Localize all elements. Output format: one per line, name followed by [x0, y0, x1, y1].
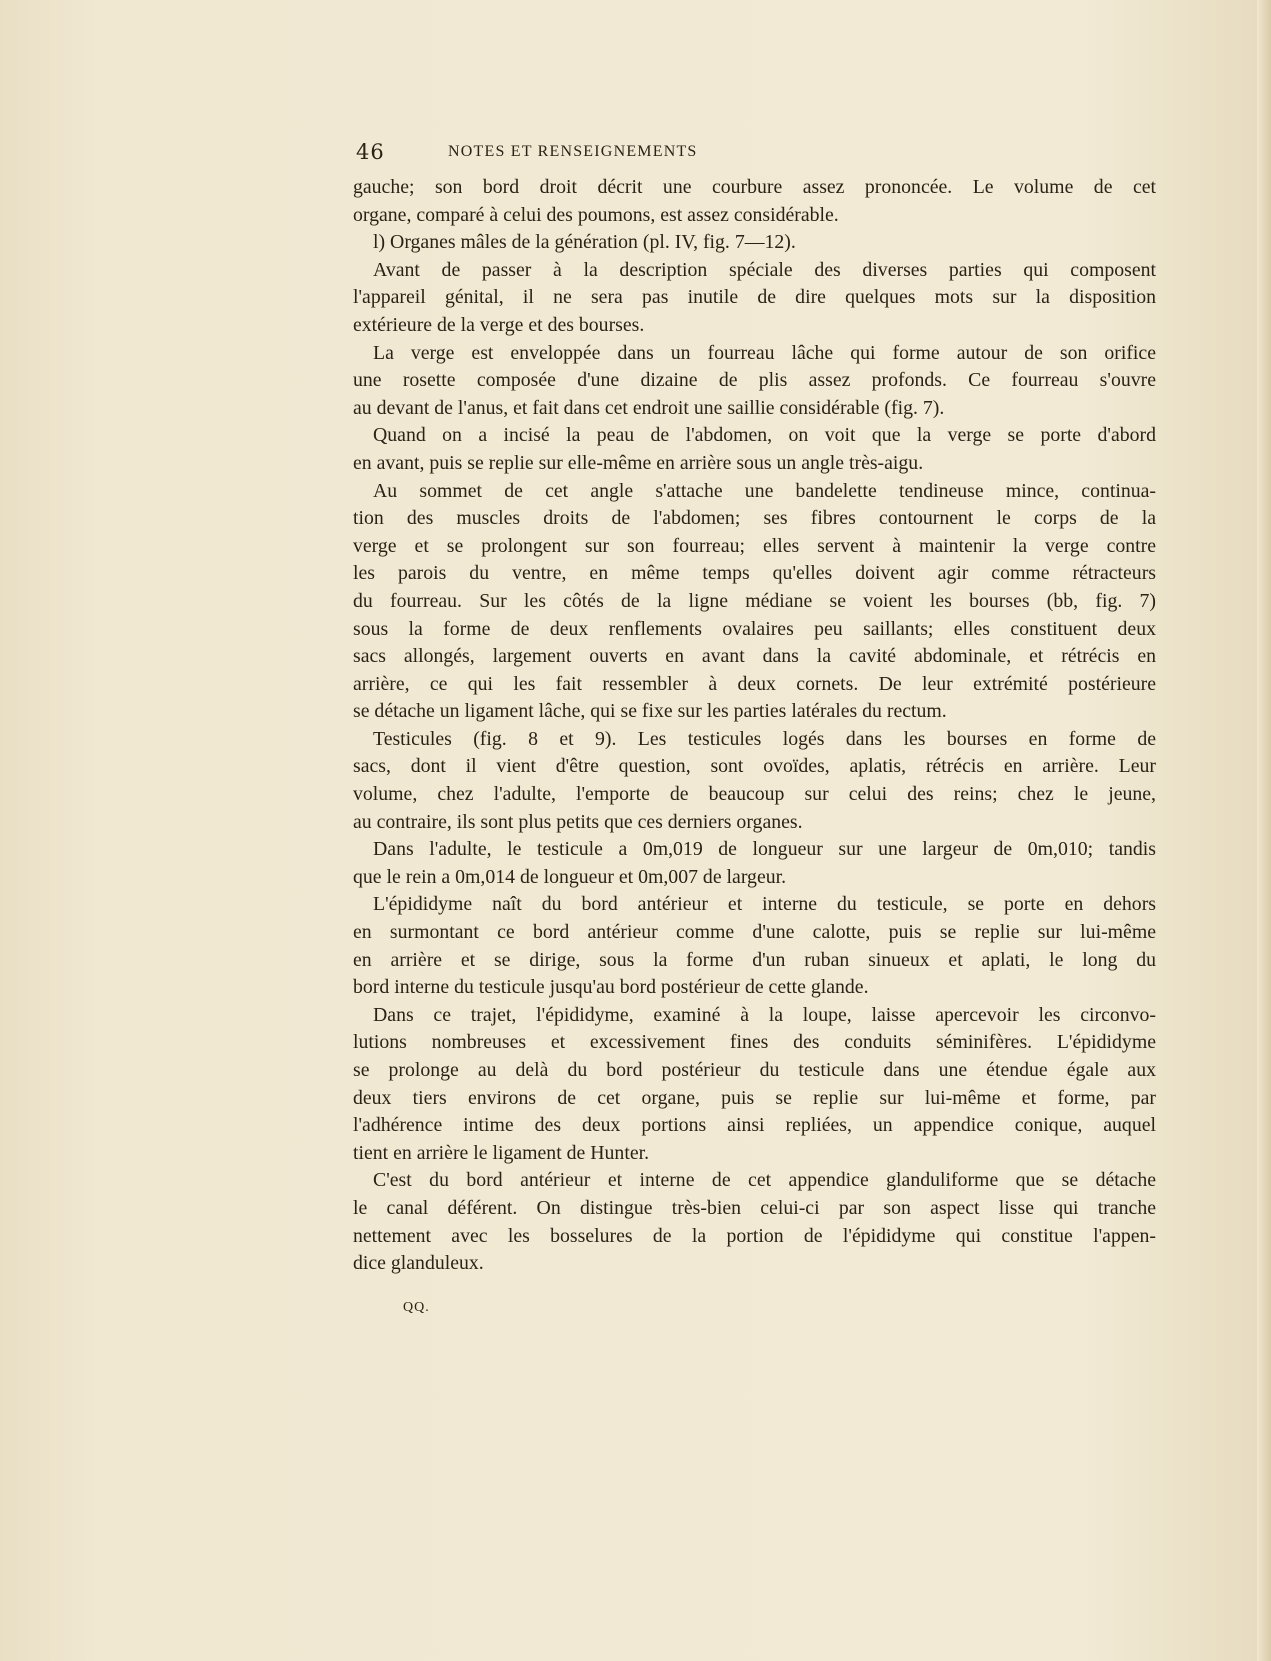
section-heading-line: l) Organes mâles de la génération (pl. IV, fig. 7—12).	[373, 231, 796, 254]
text-line: lutions nombreuses et excessivement fines des conduits séminifères. L'épididyme	[353, 1031, 1156, 1054]
text-line: une rosette composée d'une dizaine de plis assez profonds. Ce fourreau s'ouvre	[353, 369, 1156, 392]
text-line: gauche; son bord droit décrit une courbure assez prononcée. Le volume de cet	[353, 176, 1156, 198]
text-line: bord interne du testicule jusqu'au bord postérieur de cette glande.	[353, 976, 869, 999]
page-header	[356, 140, 931, 170]
signature-mark: QQ.	[403, 1300, 430, 1315]
text-line: Quand on a incisé la peau de l'abdomen, on voit que la verge se porte d'abord	[373, 424, 1156, 447]
text-line: sous la forme de deux renflements ovalaires peu saillants; elles constituent deux	[353, 617, 1156, 640]
text-line: La verge est enveloppée dans un fourreau lâche qui forme autour de son orifice	[373, 341, 1156, 364]
text-line: arrière, ce qui les fait ressembler à deux cornets. De leur extrémité postérieure	[353, 672, 1156, 695]
text-line: en arrière et se dirige, sous la forme d'un ruban sinueux et aplati, le long du	[353, 948, 1156, 971]
text-line: Dans ce trajet, l'épididyme, examiné à la loupe, laisse apercevoir les circonvo-	[373, 1003, 1156, 1026]
text-line: organe, comparé à celui des poumons, est assez considérable.	[353, 203, 839, 226]
text-line: les parois du ventre, en même temps qu'elles doivent agir comme rétracteurs	[353, 562, 1156, 585]
text-line: en avant, puis se replie sur elle-même en arrière sous un angle très-aigu.	[353, 451, 924, 474]
text-line: au contraire, ils sont plus petits que ces derniers organes.	[353, 810, 803, 833]
text-line: volume, chez l'adulte, l'emporte de beaucoup sur celui des reins; chez le jeune,	[353, 783, 1156, 806]
text-line: extérieure de la verge et des bourses.	[353, 313, 645, 336]
text-line: l'adhérence intime des deux portions ainsi repliées, un appendice conique, auquel	[353, 1114, 1156, 1137]
text-line: deux tiers environs de cet organe, puis se replie sur lui-même et forme, par	[353, 1086, 1156, 1109]
text-line: du fourreau. Sur les côtés de la ligne médiane se voient les bourses (bb, fig. 7)	[353, 589, 1156, 612]
text-line: sacs, dont il vient d'être question, sont ovoïdes, aplatis, rétrécis en arrière. Leur	[353, 755, 1156, 778]
text-line: L'épididyme naît du bord antérieur et interne du testicule, se porte en dehors	[373, 893, 1156, 916]
text-line: Avant de passer à la description spéciale des diverses parties qui composent	[373, 258, 1156, 281]
page-number: 46	[356, 140, 385, 164]
running-head: NOTES ET RENSEIGNEMENTS	[448, 143, 698, 160]
text-line: dice glanduleux.	[353, 1252, 484, 1275]
text-line: Au sommet de cet angle s'attache une bandelette tendineuse mince, continua-	[373, 479, 1156, 502]
text-line: nettement avec les bosselures de la portion de l'épididyme qui constitue l'appen-	[353, 1224, 1156, 1247]
text-line: tion des muscles droits de l'abdomen; ses fibres contournent le corps de la	[353, 507, 1156, 530]
text-line: C'est du bord antérieur et interne de cet appendice glanduliforme que se détache	[373, 1169, 1156, 1192]
text-line: en surmontant ce bord antérieur comme d'une calotte, puis se replie sur lui-même	[353, 921, 1156, 944]
text-line: verge et se prolongent sur son fourreau; elles servent à maintenir la verge contre	[353, 534, 1156, 557]
text-line: Dans l'adulte, le testicule a 0m,019 de longueur sur une largeur de 0m,010; tandis	[373, 838, 1156, 861]
text-line: tient en arrière le ligament de Hunter.	[353, 1141, 650, 1164]
subsection-line: Testicules (fig. 8 et 9). Les testicules logés dans les bourses en forme de	[373, 727, 1156, 750]
text-line: se prolonge au delà du bord postérieur du testicule dans une étendue égale aux	[353, 1059, 1156, 1081]
text-line: au devant de l'anus, et fait dans cet endroit une saillie considérable (fig. 7).	[353, 396, 945, 419]
body-text	[353, 174, 1156, 1278]
text-line: le canal déférent. On distingue très-bien celui-ci par son aspect lisse qui tranche	[353, 1196, 1156, 1219]
text-line: se détache un ligament lâche, qui se fixe sur les parties latérales du rectum.	[353, 700, 947, 723]
text-line: sacs allongés, largement ouverts en avant dans la cavité abdominale, et rétrécis en	[353, 645, 1156, 668]
text-line: que le rein a 0m,014 de longueur et 0m,007 de largeur.	[353, 865, 787, 888]
page-edge	[1257, 0, 1271, 1661]
text-line: l'appareil génital, il ne sera pas inutile de dire quelques mots sur la disposition	[353, 286, 1156, 309]
